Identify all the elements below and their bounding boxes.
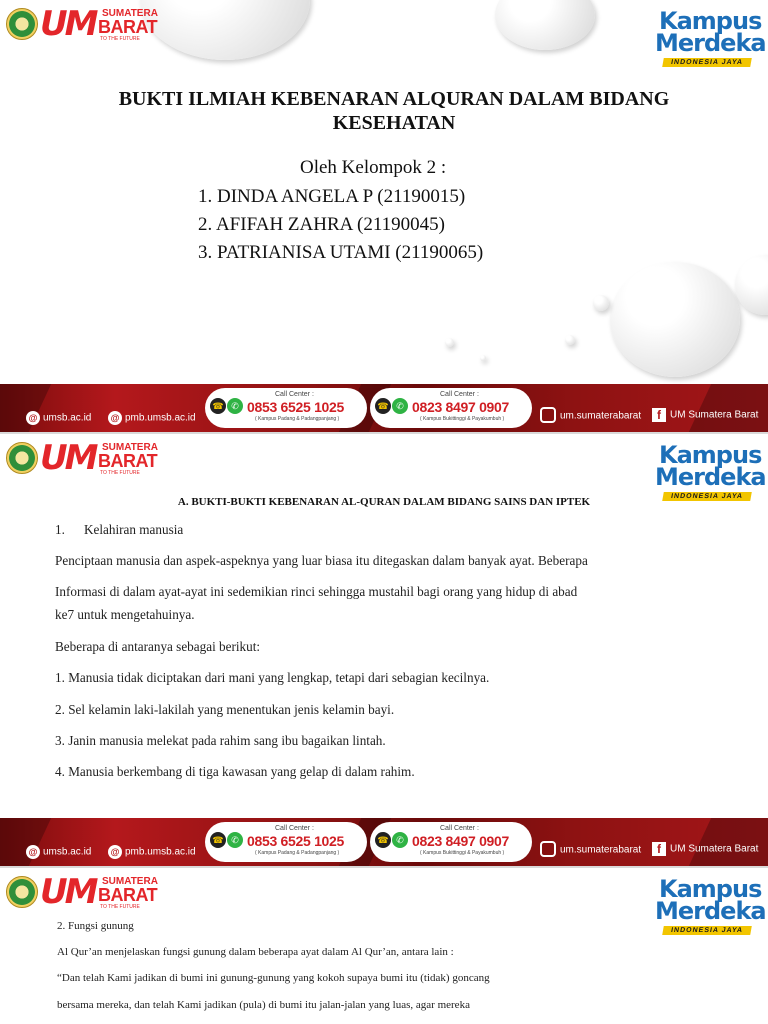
section-subtitle: 2. Fungsi gunung <box>57 920 134 932</box>
um-sumatera-barat-logo <box>40 4 160 44</box>
footer-link-instagram[interactable]: um.sumaterabarat <box>540 842 641 858</box>
um-logo-main: BARAT <box>98 885 158 905</box>
whatsapp-icon: ✆ <box>392 398 408 414</box>
um-mark: UM <box>40 4 96 44</box>
phone-note: ( Kampus Bukittinggi & Payakumbuh ) <box>420 850 505 856</box>
footer-bar <box>0 384 768 432</box>
call-center-box-2 <box>370 388 532 428</box>
list-item: 1. Manusia tidak diciptakan dari mani yang lengkap, tetapi dari sebagian kecilnya. <box>55 670 490 685</box>
um-logo-tagline: TO THE FUTURE <box>100 904 140 910</box>
footer-link-website[interactable]: @ umsb.ac.id <box>26 845 91 859</box>
kampus-logo-tagline: INDONESIA JAYA <box>662 492 752 501</box>
kampus-logo-tagline: INDONESIA JAYA <box>662 926 752 935</box>
footer-link-instagram[interactable]: um.sumaterabarat <box>540 408 641 424</box>
university-seal-logo <box>6 8 38 40</box>
body-line: “Dan telah Kami jadikan di bumi ini gunung-gunung yang kokoh supaya bumi itu (tidak) goncang <box>57 972 490 984</box>
facebook-icon: f <box>652 842 666 856</box>
instagram-icon <box>540 841 556 857</box>
um-logo-main: BARAT <box>98 451 158 471</box>
whatsapp-icon: ✆ <box>392 832 408 848</box>
kampus-logo-line2: Merdeka <box>655 897 766 925</box>
kampus-logo-line1: Kampus <box>659 875 762 903</box>
um-mark: UM <box>40 438 96 478</box>
footer-link-facebook[interactable]: f UM Sumatera Barat <box>652 842 758 856</box>
water-drop <box>593 295 609 311</box>
section-heading: A. BUKTI-BUKTI KEBENARAN AL-QURAN DALAM BIDANG SAINS DAN IPTEK <box>177 496 591 508</box>
phone-icon: ☎ <box>210 398 226 414</box>
phone-number[interactable]: 0853 6525 1025 <box>247 399 345 415</box>
phone-icon: ☎ <box>375 832 391 848</box>
call-center-label: Call Center : <box>440 825 479 832</box>
phone-number[interactable]: 0853 6525 1025 <box>247 833 345 849</box>
item-title: Kelahiran manusia <box>84 522 184 537</box>
kampus-logo-line2: Merdeka <box>655 463 766 491</box>
water-drop <box>480 355 486 361</box>
list-item: 4. Manusia berkembang di tiga kawasan yang gelap di dalam rahim. <box>55 764 415 779</box>
slide-content-2 <box>0 868 768 1024</box>
footer-link-website[interactable]: @ umsb.ac.id <box>26 411 91 425</box>
footer-link-pmb[interactable]: @ pmb.umsb.ac.id <box>108 845 196 859</box>
um-sumatera-barat-logo <box>40 438 160 478</box>
phone-number[interactable]: 0823 8497 0907 <box>412 833 510 849</box>
phone-note: ( Kampus Padang & Padangpanjang ) <box>255 416 340 422</box>
water-drop <box>735 255 768 315</box>
footer-link-facebook[interactable]: f UM Sumatera Barat <box>652 408 758 422</box>
water-drop <box>610 262 740 377</box>
slide-title <box>0 0 768 432</box>
phone-number[interactable]: 0823 8497 0907 <box>412 399 510 415</box>
slide-content-1 <box>0 434 768 866</box>
whatsapp-icon: ✆ <box>227 398 243 414</box>
kampus-merdeka-logo <box>655 876 765 940</box>
instagram-icon <box>540 407 556 423</box>
slide-title-text: BUKTI ILMIAH KEBENARAN ALQURAN DALAM BIDANG KESEHATAN <box>118 88 670 134</box>
footer-link-pmb[interactable]: @ pmb.umsb.ac.id <box>108 411 196 425</box>
water-drop <box>140 0 310 60</box>
um-sumatera-barat-logo <box>40 872 160 912</box>
whatsapp-icon: ✆ <box>227 832 243 848</box>
university-seal-logo <box>6 442 38 474</box>
member-item: 3. PATRIANISA UTAMI (21190065) <box>198 242 484 263</box>
water-drop <box>565 335 575 345</box>
list-item: 2. Sel kelamin laki-lakilah yang menentukan jenis kelamin bayi. <box>55 702 395 717</box>
phone-icon: ☎ <box>375 398 391 414</box>
kampus-logo-line2: Merdeka <box>655 29 766 57</box>
phone-note: ( Kampus Padang & Padangpanjang ) <box>255 850 340 856</box>
kampus-logo-line1: Kampus <box>659 441 762 469</box>
body-line: bersama mereka, dan telah Kami jadikan (pula) di bumi itu jalan-jalan yang luas, agar mereka <box>57 999 470 1011</box>
member-item: 2. AFIFAH ZAHRA (21190045) <box>198 214 446 235</box>
water-drop <box>495 0 595 50</box>
call-center-box-2 <box>370 822 532 862</box>
body-line: Al Qur’an menjelaskan fungsi gunung dalam beberapa ayat dalam Al Qur’an, antara lain : <box>57 946 454 958</box>
phone-icon: ☎ <box>210 832 226 848</box>
facebook-icon: f <box>652 408 666 422</box>
kampus-logo-line1: Kampus <box>659 7 762 35</box>
kampus-merdeka-logo <box>655 8 765 72</box>
phone-note: ( Kampus Bukittinggi & Payakumbuh ) <box>420 416 505 422</box>
member-item: 1. DINDA ANGELA P (21190015) <box>198 186 466 207</box>
um-logo-tagline: TO THE FUTURE <box>100 470 140 476</box>
um-logo-top: SUMATERA <box>102 876 158 887</box>
call-center-label: Call Center : <box>440 391 479 398</box>
um-logo-main: BARAT <box>98 17 158 37</box>
globe-icon: @ <box>26 845 40 859</box>
um-mark: UM <box>40 872 96 912</box>
body-line: ke7 untuk mengetahuinya. <box>55 607 195 622</box>
um-logo-top: SUMATERA <box>102 8 158 19</box>
call-center-box-1 <box>205 822 367 862</box>
body-line: Informasi di dalam ayat-ayat ini sedemikian rinci sehingga mustahil bagi orang yang hidup di abad <box>55 584 578 599</box>
list-item: 3. Janin manusia melekat pada rahim sang ibu bagaikan lintah. <box>55 733 386 748</box>
globe-icon: @ <box>26 411 40 425</box>
kampus-logo-tagline: INDONESIA JAYA <box>662 58 752 67</box>
um-logo-tagline: TO THE FUTURE <box>100 36 140 42</box>
call-center-box-1 <box>205 388 367 428</box>
globe-icon: @ <box>108 411 122 425</box>
item-number: 1. <box>55 522 65 537</box>
body-line: Beberapa di antaranya sebagai berikut: <box>55 639 261 654</box>
body-line: Penciptaan manusia dan aspek-aspeknya yang luar biasa itu ditegaskan dalam banyak ayat. Beberapa <box>55 553 588 568</box>
group-byline: Oleh Kelompok 2 : <box>300 157 447 178</box>
call-center-label: Call Center : <box>275 391 314 398</box>
um-logo-top: SUMATERA <box>102 442 158 453</box>
globe-icon: @ <box>108 845 122 859</box>
call-center-label: Call Center : <box>275 825 314 832</box>
footer-bar <box>0 818 768 866</box>
water-drop <box>445 338 454 347</box>
university-seal-logo <box>6 876 38 908</box>
